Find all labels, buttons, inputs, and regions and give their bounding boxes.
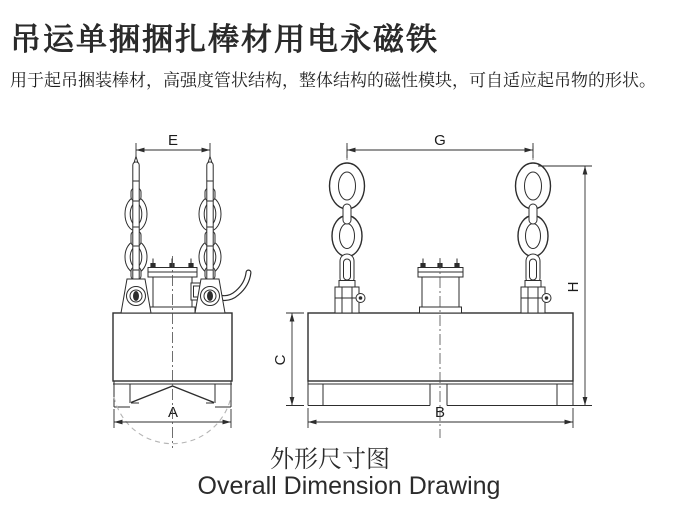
dimension-label-a: A (167, 404, 179, 421)
bolt-icon (454, 259, 459, 268)
dimension-label-b: B (434, 404, 446, 421)
dimension-e (136, 132, 210, 158)
page-title: 吊运单捆捆扎棒材用电永磁铁 (10, 22, 439, 57)
dimension-label-g: G (434, 132, 446, 149)
lug-left (121, 279, 151, 313)
pole-shoes-side (308, 381, 573, 406)
bolt-icon (188, 259, 193, 268)
bolt-icon (420, 259, 425, 268)
bolt-icon (169, 259, 174, 268)
chain-right (199, 157, 221, 290)
dimension-g (347, 132, 533, 158)
dimension-label-e: E (167, 132, 179, 149)
dimension-c (272, 313, 304, 406)
page-subtitle: 用于起吊捆装棒材，高强度管状结构，整体结构的磁性模块，可自适应起吊物的形状。 (10, 71, 656, 90)
caption-chinese: 外形尺寸图 (270, 446, 390, 473)
dimension-label-h: H (565, 281, 582, 293)
side-view (272, 132, 592, 438)
chain-left (125, 157, 147, 290)
terminal-box-side (418, 259, 463, 314)
front-view (113, 132, 249, 448)
bolt-icon (150, 259, 155, 268)
chain-left (330, 146, 366, 313)
chain-right (516, 146, 552, 313)
dimension-b (308, 404, 573, 428)
caption-english: Overall Dimension Drawing (197, 472, 501, 500)
dimension-label-c: C (272, 354, 289, 366)
magnet-body-side (308, 313, 573, 381)
